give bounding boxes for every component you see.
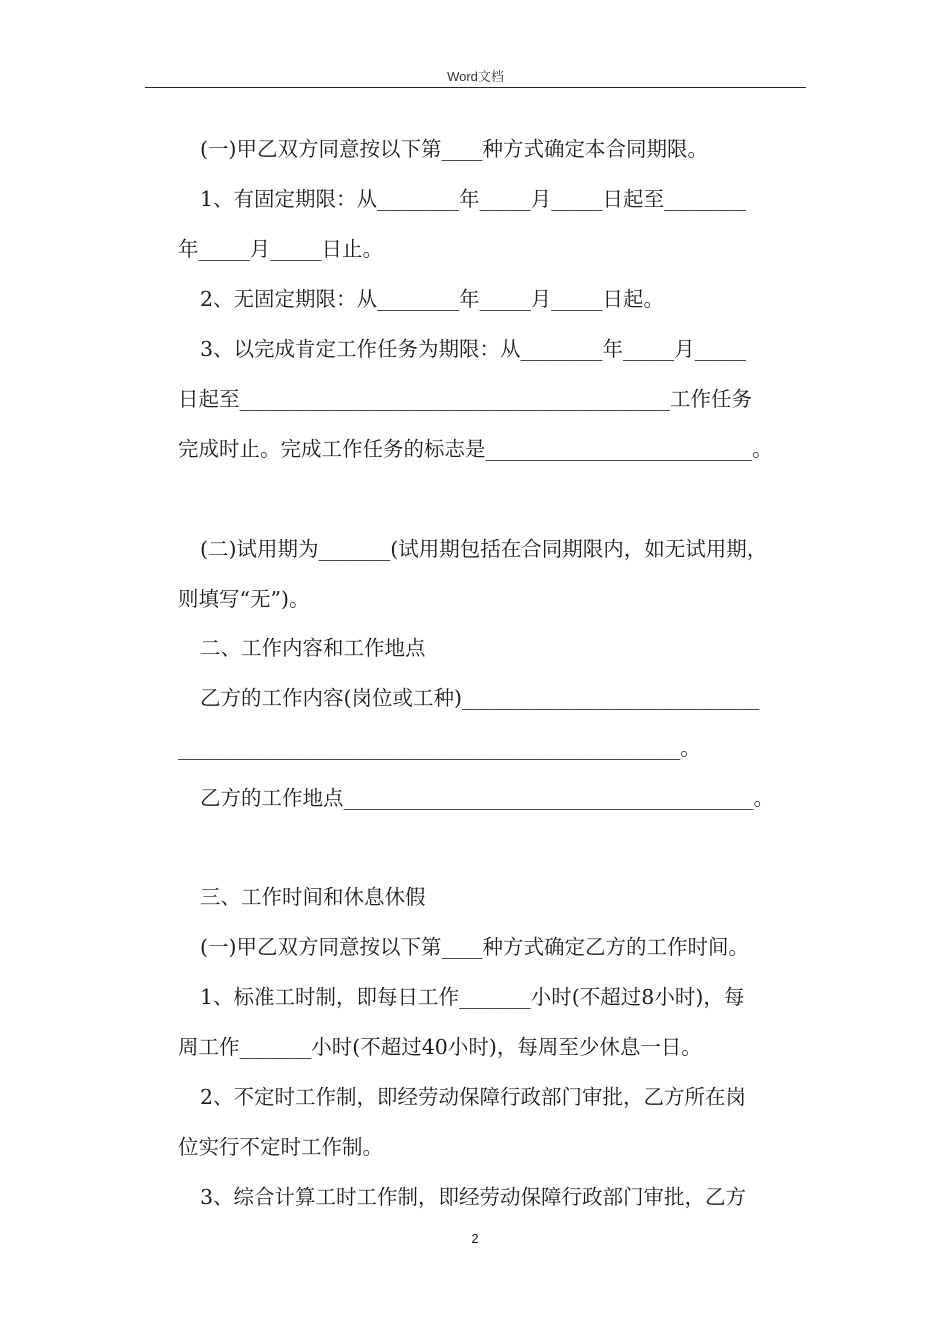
- clause-flexible-hours: 2、不定时工作制，即经劳动保障行政部门审批，乙方所在岗: [200, 1085, 747, 1109]
- clause-fixed-term-cont: 年_____月_____日止。: [178, 237, 383, 261]
- clause-task-term-cont1: 日起至__________________________________________工作任务: [178, 387, 752, 411]
- clause-comprehensive-hours: 3、综合计算工时工作制，即经劳动保障行政部门审批，乙方: [200, 1185, 747, 1209]
- page-header: Word文档: [447, 69, 504, 84]
- clause-probation-cont: 则填写“无”)。: [178, 587, 310, 611]
- clause-task-term: 3、以完成肯定工作任务为期限：从________年_____月_____: [200, 337, 747, 361]
- clause-task-term-cont2: 完成时止。完成工作任务的标志是__________________________。: [178, 437, 773, 461]
- clause-hours-method: (一)甲乙双方同意按以下第____种方式确定乙方的工作时间。: [200, 935, 749, 959]
- clause-flexible-hours-cont: 位实行不定时工作制。: [178, 1135, 383, 1159]
- clause-open-term: 2、无固定期限：从________年_____月_____日起。: [200, 287, 665, 311]
- clause-probation: (二)试用期为_______(试用期包括在合同期限内，如无试用期，: [200, 537, 768, 561]
- clause-work-content-cont: _________________________________________________。: [178, 736, 701, 760]
- header-rule: [145, 87, 806, 88]
- clause-fixed-term: 1、有固定期限：从________年_____月_____日起至________: [200, 187, 747, 211]
- clause-work-location: 乙方的工作地点________________________________________。: [200, 786, 774, 810]
- section-title-work-hours: 三、工作时间和休息休假: [200, 885, 426, 909]
- section-title-work-content: 二、工作内容和工作地点: [200, 636, 426, 660]
- clause-standard-hours-cont: 周工作_______小时(不超过40小时)，每周至少休息一日。: [178, 1035, 702, 1059]
- clause-term-method: (一)甲乙双方同意按以下第____种方式确定本合同期限。: [200, 137, 708, 161]
- page-number: 2: [471, 1231, 479, 1246]
- clause-standard-hours: 1、标准工时制，即每日工作_______小时(不超过8小时)，每: [200, 985, 745, 1009]
- clause-work-content: 乙方的工作内容(岗位或工种)_____________________________: [200, 686, 760, 710]
